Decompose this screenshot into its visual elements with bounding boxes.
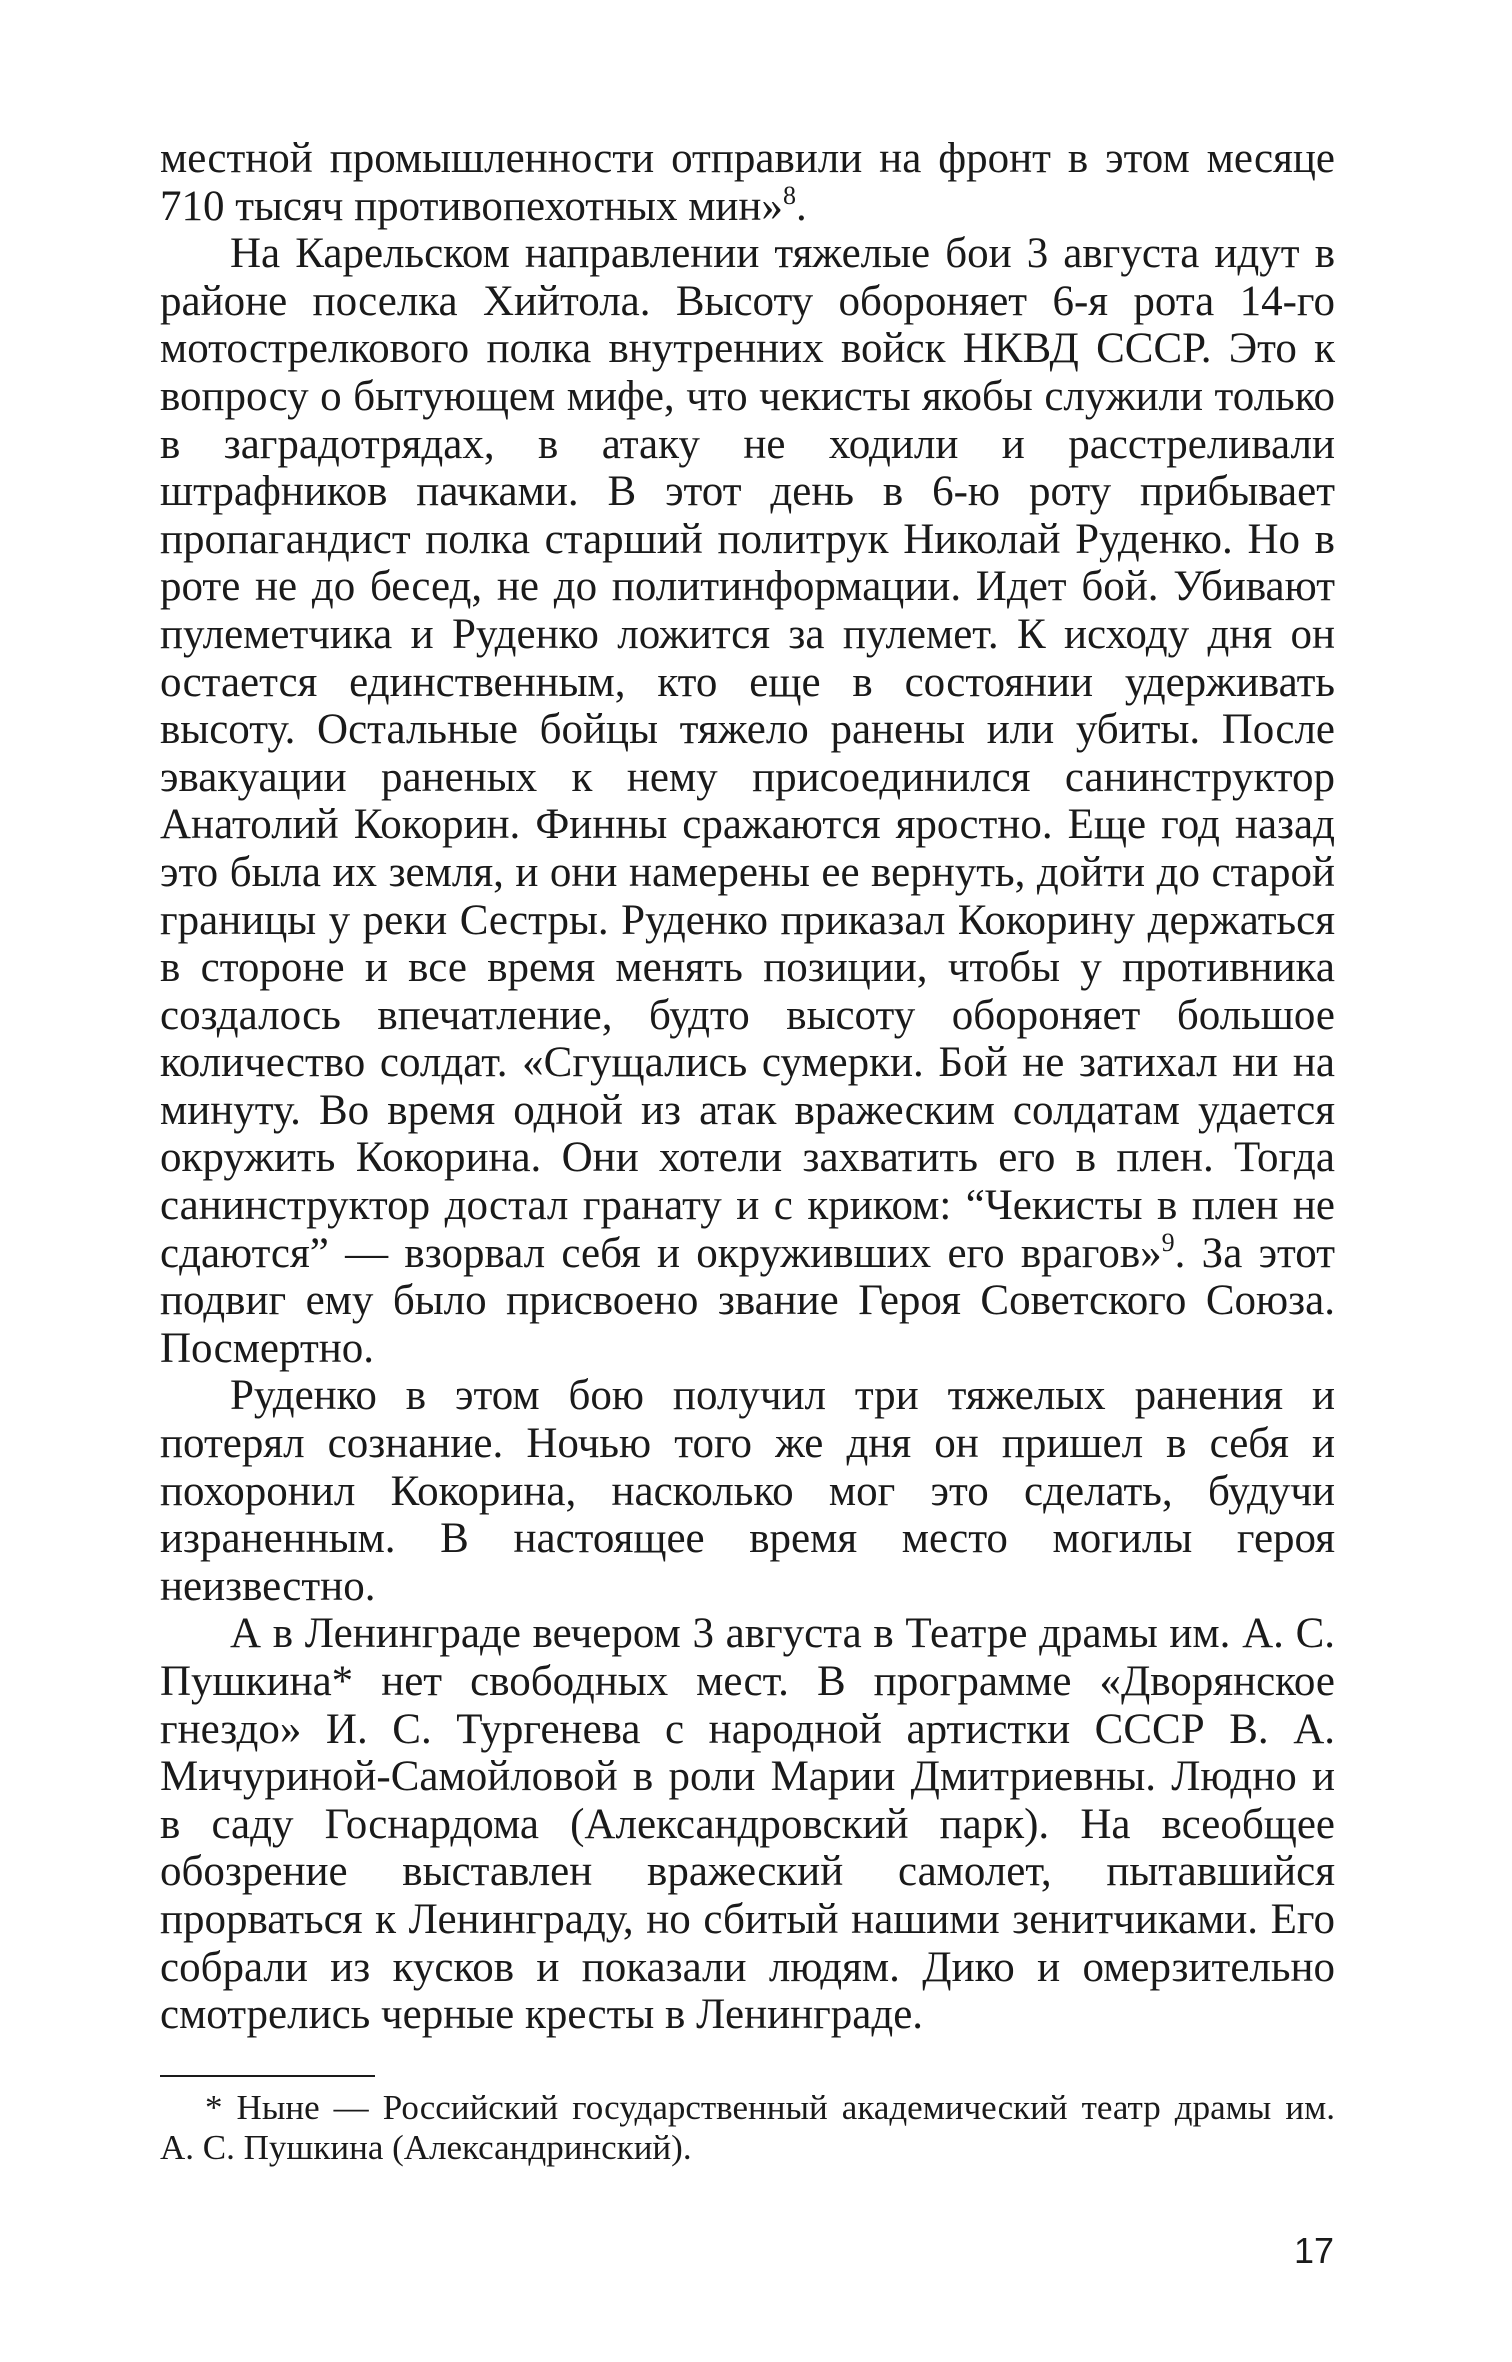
footnote-ref: 8 [782, 180, 796, 210]
paragraph-text: местной промышленности отправили на фронт в этом месяце 710 тысяч противопехотных мин» [160, 135, 1335, 230]
paragraph-continuation [160, 135, 1335, 230]
page-body [160, 135, 1335, 2039]
paragraph-text: На Карельском направлении тяжелые бои 3 августа идут в районе поселка Хийтола. Высоту обороняет 6-я рота 14-го мотострелкового полка внутренних войск НКВД СССР. Это к вопросу о бытующем мифе, что чекисты якобы служили только в заградотрядах, в атаку не ходили и расстреливали штрафников пачками. В этот день в 6-ю роту прибывает пропагандист полка старший политрук Николай Руденко. Но в роте не до бесед, не до политинформации. Идет бой. Убивают пулеметчика и Руденко ложится за пулемет. К исходу дня он остается единственным, кто еще в состоянии удерживать высоту. Остальные бойцы тяжело ранены или убиты. После эвакуации раненых к нему присоединился санинструктор Анатолий Кокорин. Финны сражаются яростно. Еще год назад это была их земля, и они намерены ее вернуть, дойти до старой границы у реки Сестры. Руденко приказал Кокорину держаться в стороне и все время менять позиции, чтобы у противника создалось впечатление, будто высоту обороняет большое количество солдат. «Сгущались сумерки. Бой не затихал ни на минуту. Во время одной из атак вражеским солдатам удается окружить Кокорина. Они хотели захватить его в плен. Тогда санинструктор достал гранату и с криком: “Чекисты в плен не сдаются” — взорвал себя и окруживших его врагов» [160, 230, 1335, 1277]
paragraph-rudenko [160, 1372, 1335, 1610]
paragraph-text-tail: . [795, 182, 807, 230]
paragraph-text-tail: . За этот подвиг ему было присвоено звание Героя Советского Союза. Посмертно. [160, 1229, 1335, 1372]
footnote-divider [160, 2075, 375, 2077]
paragraph-text: А в Ленинграде вечером 3 августа в Театре драмы им. А. С. Пушкина* нет свободных мест. В программе «Дворянское гнездо» И. С. Тургенева с народной артистки СССР В. А. Мичуриной-Самойловой в роли Марии Дмитриевны. Людно и в саду Госнардома (Александровский парк). На всеобщее обозрение выставлен вражеский самолет, пытавшийся прорваться к Ленинграду, но сбитый нашими зенитчиками. Его собрали из кусков и показали людям. Дико и омерзительно смотрелись черные кресты в Ленинграде. [160, 1610, 1335, 2039]
paragraph-text: Руденко в этом бою получил три тяжелых ранения и потерял сознание. Ночью того же дня он пришел в себя и похоронил Кокорина, насколько мог это сделать, будучи израненным. В настоящее время место могилы героя неизвестно. [160, 1372, 1335, 1610]
page-number: 17 [1293, 2230, 1334, 2271]
paragraph-karelian-front [160, 230, 1335, 1372]
footnote-ref: 9 [1161, 1227, 1175, 1257]
paragraph-leningrad [160, 1610, 1335, 2038]
footnote: * Ныне — Российский государственный академический театр драмы им. А. С. Пушкина (Александринский). [160, 2088, 1335, 2167]
